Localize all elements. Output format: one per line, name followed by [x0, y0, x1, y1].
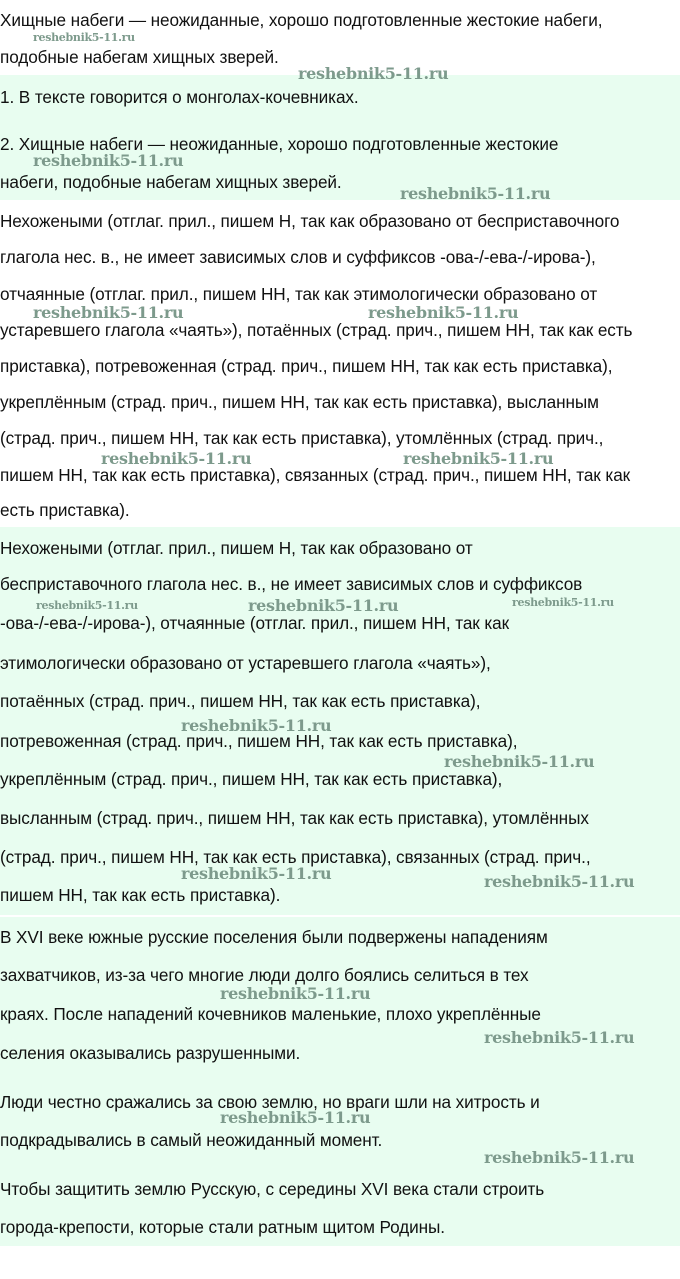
watermark: reshebnik5-11.ru [400, 184, 551, 203]
answer-block-5 [0, 917, 680, 1246]
text-line: пишем НН, так как есть приставка), связанных (страд. прич., пишем НН, так как [0, 465, 631, 485]
watermark: reshebnik5-11.ru [220, 984, 371, 1003]
text-line: -ова-/-ева-/-ирова-), отчаянные (отглаг. прил., пишем НН, так как [0, 613, 510, 633]
watermark: reshebnik5-11.ru [220, 1108, 371, 1127]
text-line: укреплённым (страд. прич., пишем НН, так как есть приставка), [0, 769, 503, 789]
watermark: reshebnik5-11.ru [403, 449, 554, 468]
text-line: отчаянные (отглаг. прил., пишем НН, так как этимологически образовано от [0, 284, 598, 304]
text-line: города-крепости, которые стали ратным щитом Родины. [0, 1217, 445, 1237]
watermark: reshebnik5-11.ru [248, 596, 399, 615]
watermark: reshebnik5-11.ru [444, 752, 595, 771]
watermark: reshebnik5-11.ru [36, 599, 138, 612]
text-line: селения оказывались разрушенными. [0, 1043, 301, 1063]
watermark: reshebnik5-11.ru [512, 596, 614, 609]
text-line: Хищные набеги — неожиданные, хорошо подготовленные жестокие набеги, [0, 10, 603, 30]
watermark: reshebnik5-11.ru [368, 303, 519, 322]
text-line: глагола нес. в., не имеет зависимых слов и суффиксов -ова-/-ева-/-ирова-), [0, 247, 596, 267]
text-line: бесприставочного глагола нес. в., не имеет зависимых слов и суффиксов [0, 574, 583, 594]
text-line: высланным (страд. прич., пишем НН, так как есть приставка), утомлённых [0, 808, 589, 828]
text-line: подобные набегам хищных зверей. [0, 47, 279, 67]
watermark: reshebnik5-11.ru [484, 872, 635, 891]
text-line: приставка), потревоженная (страд. прич., пишем НН, так как есть приставка), [0, 356, 613, 376]
text-line: (страд. прич., пишем НН, так как есть приставка), утомлённых (страд. прич., [0, 428, 604, 448]
text-line: Люди честно сражались за свою землю, но враги шли на хитрость и [0, 1092, 540, 1112]
text-line: Чтобы защитить землю Русскую, с середины XVI века стали строить [0, 1179, 545, 1199]
text-line: подкрадывались в самый неожиданный момент. [0, 1130, 383, 1150]
text-line: захватчиков, из-за чего многие люди долго боялись селиться в тех [0, 965, 529, 985]
text-line: пишем НН, так как есть приставка). [0, 885, 281, 905]
watermark: reshebnik5-11.ru [181, 864, 332, 883]
text-line: набеги, подобные набегам хищных зверей. [0, 172, 342, 192]
text-line: 2. Хищные набеги — неожиданные, хорошо подготовленные жестокие [0, 134, 559, 154]
watermark: reshebnik5-11.ru [484, 1148, 635, 1167]
answer-block-4 [0, 527, 680, 915]
watermark: reshebnik5-11.ru [33, 31, 135, 44]
text-line: есть приставка). [0, 500, 130, 520]
text-line: В XVI веке южные русские поселения были подвержены нападениям [0, 927, 548, 947]
watermark: reshebnik5-11.ru [484, 1028, 635, 1047]
text-line: устаревшего глагола «чаять»), потаённых (страд. прич., пишем НН, так как есть [0, 320, 633, 340]
answer-block-2 [0, 75, 680, 200]
text-line: потаённых (страд. прич., пишем НН, так как есть приставка), [0, 691, 481, 711]
text-line: укреплённым (страд. прич., пишем НН, так как есть приставка), высланным [0, 392, 599, 412]
text-line: Нехожеными (отглаг. прил., пишем Н, так как образовано от бесприставочного [0, 211, 620, 231]
watermark: reshebnik5-11.ru [101, 449, 252, 468]
watermark: reshebnik5-11.ru [33, 303, 184, 322]
watermark: reshebnik5-11.ru [33, 151, 184, 170]
text-line: этимологически образовано от устаревшего глагола «чаять»), [0, 653, 491, 673]
text-line: Нехожеными (отглаг. прил., пишем Н, так как образовано от [0, 538, 473, 558]
watermark: reshebnik5-11.ru [298, 64, 449, 83]
text-line: 1. В тексте говорится о монголах-кочевниках. [0, 87, 359, 107]
text-line: (страд. прич., пишем НН, так как есть приставка), связанных (страд. прич., [0, 847, 591, 867]
text-line: краях. После нападений кочевников маленькие, плохо укреплённые [0, 1004, 541, 1024]
answer-block-3 [0, 200, 680, 527]
text-line: потревоженная (страд. прич., пишем НН, так как есть приставка), [0, 731, 518, 751]
watermark: reshebnik5-11.ru [181, 716, 332, 735]
